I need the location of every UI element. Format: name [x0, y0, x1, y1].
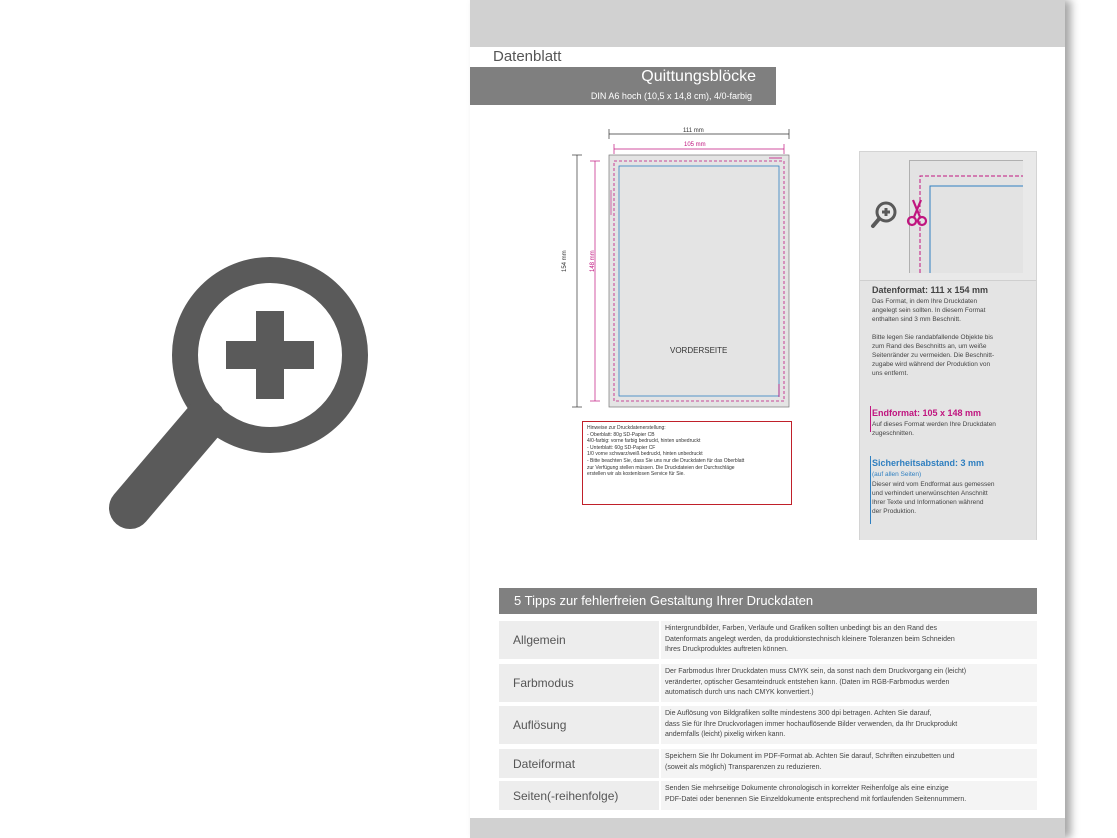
tip-label: Allgemein [499, 621, 659, 659]
format-diagram [570, 125, 800, 415]
tip-line: Speichern Sie Ihr Dokument im PDF-Format ab. Achten Sie darauf, Schriften einzubetten und [665, 753, 955, 760]
datenformat-title: Datenformat: 111 x 154 mm [872, 285, 989, 295]
tips-heading: 5 Tipps zur fehlerfreien Gestaltung Ihrer Druckdaten [499, 588, 1037, 614]
info-line: Auf dieses Format werden Ihre Druckdaten [872, 421, 996, 428]
tip-text [661, 749, 1037, 778]
info-line: uns entfernt. [872, 370, 909, 377]
note-line: 1/0 vorne schwarz/weiß bedruckt, hinten unbedruckt [587, 451, 703, 458]
sicherheit-subtitle: (auf allen Seiten) [872, 471, 922, 478]
tip-line: Ihres Druckproduktes auftreten können. [665, 646, 788, 653]
sicherheit-title: Sicherheitsabstand: 3 mm [872, 458, 985, 468]
info-line: Seitenränder zu vermeiden. Die Beschnitt- [872, 352, 995, 359]
product-subtitle: DIN A6 hoch (10,5 x 14,8 cm), 4/0-farbig [590, 91, 752, 101]
endformat-title: Endformat: 105 x 148 mm [872, 408, 982, 418]
note-line: zur Verfügung stellen müssen. Die Druckdateien der Durchschläge [587, 464, 735, 471]
sheet-bottom-band [470, 818, 1065, 838]
tip-line: automatisch durch uns nach CMYK konvertiert.) [665, 689, 814, 696]
tip-text [661, 781, 1037, 810]
tip-line: Hintergrundbilder, Farben, Verläufe und Grafiken sollten unbedingt bis an den Rand des [665, 625, 938, 632]
info-line: Ihrer Texte und Informationen während [872, 499, 984, 506]
info-line: und verhindert unerwünschten Anschnitt [872, 490, 988, 497]
tip-line: Der Farbmodus Ihrer Druckdaten muss CMYK sein, da sonst nach dem Druckvorgang ein (leicht) [665, 668, 967, 675]
tip-line: andernfalls (leicht) pixelig wirken kann. [665, 731, 786, 738]
note-line: - Unterblatt: 60g SD-Papier CF [587, 444, 656, 451]
format-info-panel [859, 151, 1037, 540]
tip-line: Senden Sie mehrseitige Dokumente chronologisch in korrekter Reihenfolge als eine einzige [665, 785, 949, 792]
tip-row-allgemein [499, 621, 1037, 659]
tip-line: veränderter, optischer Gesamteindruck entstehen kann. (Daten im RGB-Farbmodus werden [665, 678, 950, 686]
tip-line: Datenformats angelegt werden, da produktionstechnisch kleinere Toleranzen beim Schneiden [665, 635, 955, 643]
tip-label: Auflösung [499, 706, 659, 744]
info-line: zum Rand des Beschnitts an, um weiße [872, 343, 987, 350]
info-line: Bitte legen Sie randabfallende Objekte bis [872, 334, 994, 341]
info-line: Dieser wird vom Endformat aus gemessen [872, 481, 995, 488]
info-line: angelegt sein sollten. In diesem Format [872, 307, 986, 314]
note-line: - Oberblatt: 80g SD-Papier CB [587, 431, 655, 438]
sicherheit-text [872, 480, 994, 516]
info-line [872, 324, 994, 333]
scissors-icon [906, 198, 928, 228]
tip-row-aufloesung [499, 706, 1037, 744]
tip-line: dass Sie für Ihre Druckvorlagen immer hochauflösende Bilder verwenden, da Ihr Druckprodukt [665, 720, 958, 728]
product-title: Quittungsblöcke [641, 68, 756, 85]
tip-label: Dateiformat [499, 749, 659, 778]
tip-label: Seiten(-reihenfolge) [499, 781, 659, 810]
note-line: Hinweise zur Druckdatenerstellung: [587, 425, 666, 431]
datasheet-tab-label: Datenblatt [470, 47, 590, 67]
width-outer-label: 111 mm [683, 128, 704, 134]
height-inner-label: 148 mm [590, 250, 596, 272]
tip-line: (soweit als möglich) Transparenzen zu reduzieren. [665, 763, 822, 771]
zoom-in-icon[interactable] [100, 240, 400, 550]
tip-line: Die Auflösung von Bildgrafiken sollte mindestens 300 dpi betragen. Achten Sie darauf, [665, 710, 932, 717]
tip-row-dateiformat [499, 749, 1037, 778]
info-line: enthalten sind 3 mm Beschnitt. [872, 316, 961, 323]
width-inner-label: 105 mm [684, 142, 706, 148]
page-label: VORDERSEITE [670, 346, 728, 355]
tip-line: PDF-Datei oder benennen Sie Einzeldokumente entsprechend mit fortlaufenden Seitennummern. [665, 795, 967, 803]
corner-preview [860, 152, 1036, 280]
note-line: erstellen wir als kostenlosen Service für Sie. [587, 471, 685, 478]
tip-row-farbmodus [499, 664, 1037, 702]
endformat-marker [870, 406, 871, 432]
tip-row-seitenreihenfolge [499, 781, 1037, 810]
tip-text [661, 621, 1037, 659]
height-outer-label: 154 mm [562, 250, 568, 272]
endformat-text [872, 420, 996, 438]
info-line: Das Format, in dem Ihre Druckdaten [872, 298, 978, 305]
note-line: - Bitte beachten Sie, dass Sie uns nur die Druckdaten für das Oberblatt [587, 457, 745, 464]
tip-label: Farbmodus [499, 664, 659, 702]
datasheet-page [470, 0, 1065, 838]
sheet-top-band [470, 0, 1065, 47]
title-bar [470, 67, 776, 105]
print-notes-box [582, 421, 792, 505]
info-line: zugeschnitten. [872, 430, 914, 437]
info-line: der Produktion. [872, 508, 917, 515]
datenformat-text [872, 297, 994, 378]
info-line: zugabe wird während der Produktion von [872, 361, 991, 368]
tip-text [661, 664, 1037, 702]
tip-text [661, 706, 1037, 744]
zoom-in-icon[interactable] [870, 200, 900, 230]
sicherheit-marker [870, 456, 871, 524]
note-line: 4/0-farbig: vorne farbig bedruckt, hinten unbedruckt [587, 438, 701, 445]
